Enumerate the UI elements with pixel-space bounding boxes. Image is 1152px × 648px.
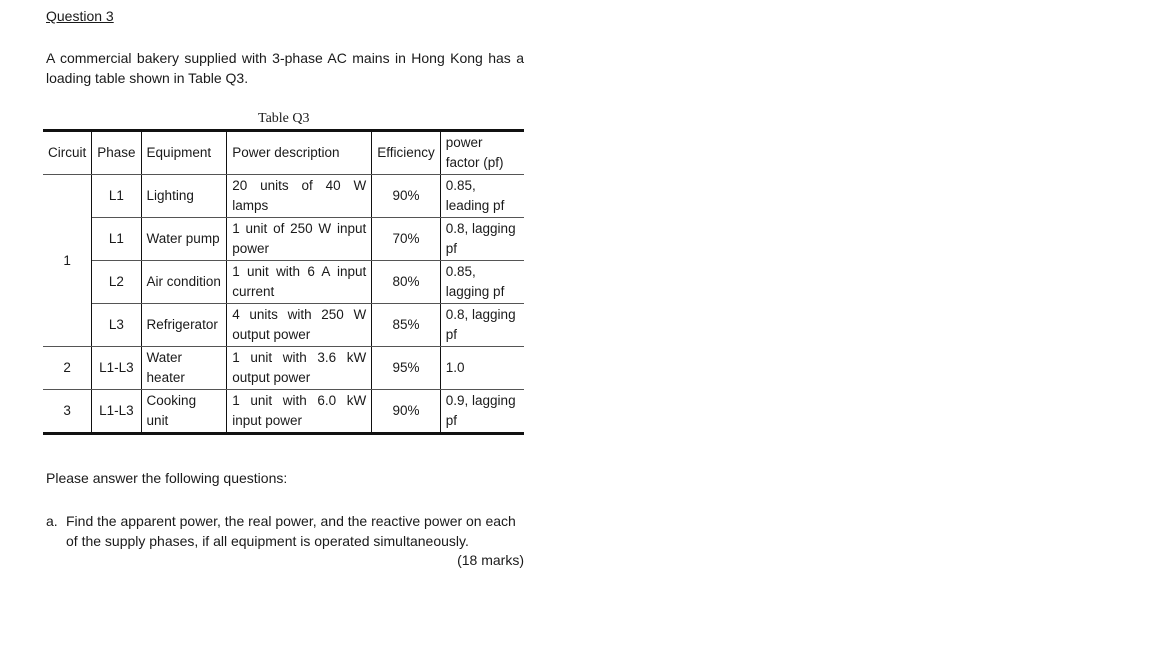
- question-part-a: [46, 511, 524, 551]
- header-phase: Phase: [92, 131, 141, 175]
- table-caption: Table Q3: [258, 111, 310, 126]
- cell-power-description: 1 unit with 6 A input current: [227, 261, 372, 304]
- cell-equipment: Water pump: [141, 218, 227, 261]
- cell-power-description: 1 unit with 6.0 kW input power: [227, 390, 372, 434]
- loading-table: [43, 129, 524, 435]
- cell-power-description: 1 unit of 250 W input power: [227, 218, 372, 261]
- header-power-description: Power description: [227, 131, 372, 175]
- instructions-text: Please answer the following questions:: [46, 470, 288, 486]
- cell-power-factor: 0.85, leading pf: [440, 175, 524, 218]
- cell-equipment: Refrigerator: [141, 304, 227, 347]
- cell-power-description: 1 unit with 3.6 kW output power: [227, 347, 372, 390]
- cell-equipment: Air condition: [141, 261, 227, 304]
- cell-power-factor: 0.8, lagging pf: [440, 304, 524, 347]
- cell-equipment: Cooking unit: [141, 390, 227, 434]
- cell-power-factor: 0.85, lagging pf: [440, 261, 524, 304]
- table-row: [43, 347, 524, 390]
- cell-phase: L1: [92, 175, 141, 218]
- question-heading: Question 3: [46, 8, 114, 24]
- cell-efficiency: 80%: [372, 261, 441, 304]
- part-a-marks: (18 marks): [457, 552, 524, 568]
- table-header-row: [43, 131, 524, 175]
- cell-equipment: Lighting: [141, 175, 227, 218]
- part-a-text: Find the apparent power, the real power, and the reactive power on each of the supply phases, if all equipment is operated simultaneously.: [66, 513, 516, 549]
- table-row: [43, 218, 524, 261]
- cell-phase: L3: [92, 304, 141, 347]
- cell-efficiency: 90%: [372, 390, 441, 434]
- cell-power-factor: 0.8, lagging pf: [440, 218, 524, 261]
- cell-power-factor: 1.0: [440, 347, 524, 390]
- header-circuit: Circuit: [43, 131, 92, 175]
- part-a-label: a.: [46, 513, 58, 529]
- table-row: [43, 261, 524, 304]
- cell-power-description: 4 units with 250 W output power: [227, 304, 372, 347]
- cell-efficiency: 85%: [372, 304, 441, 347]
- cell-circuit: 3: [43, 390, 92, 434]
- cell-circuit: 2: [43, 347, 92, 390]
- cell-power-description: 20 units of 40 W lamps: [227, 175, 372, 218]
- table-row: [43, 390, 524, 434]
- header-efficiency: Efficiency: [372, 131, 441, 175]
- header-power-factor: power factor (pf): [440, 131, 524, 175]
- cell-circuit: 1: [43, 175, 92, 347]
- cell-power-factor: 0.9, lagging pf: [440, 390, 524, 434]
- cell-phase: L1-L3: [92, 390, 141, 434]
- table-row: [43, 304, 524, 347]
- cell-phase: L1: [92, 218, 141, 261]
- cell-efficiency: 95%: [372, 347, 441, 390]
- cell-phase: L2: [92, 261, 141, 304]
- cell-efficiency: 90%: [372, 175, 441, 218]
- cell-phase: L1-L3: [92, 347, 141, 390]
- cell-efficiency: 70%: [372, 218, 441, 261]
- header-equipment: Equipment: [141, 131, 227, 175]
- cell-equipment: Water heater: [141, 347, 227, 390]
- table-row: [43, 175, 524, 218]
- question-intro: A commercial bakery supplied with 3-phase AC mains in Hong Kong has a loading table shown in Table Q3.: [46, 50, 524, 86]
